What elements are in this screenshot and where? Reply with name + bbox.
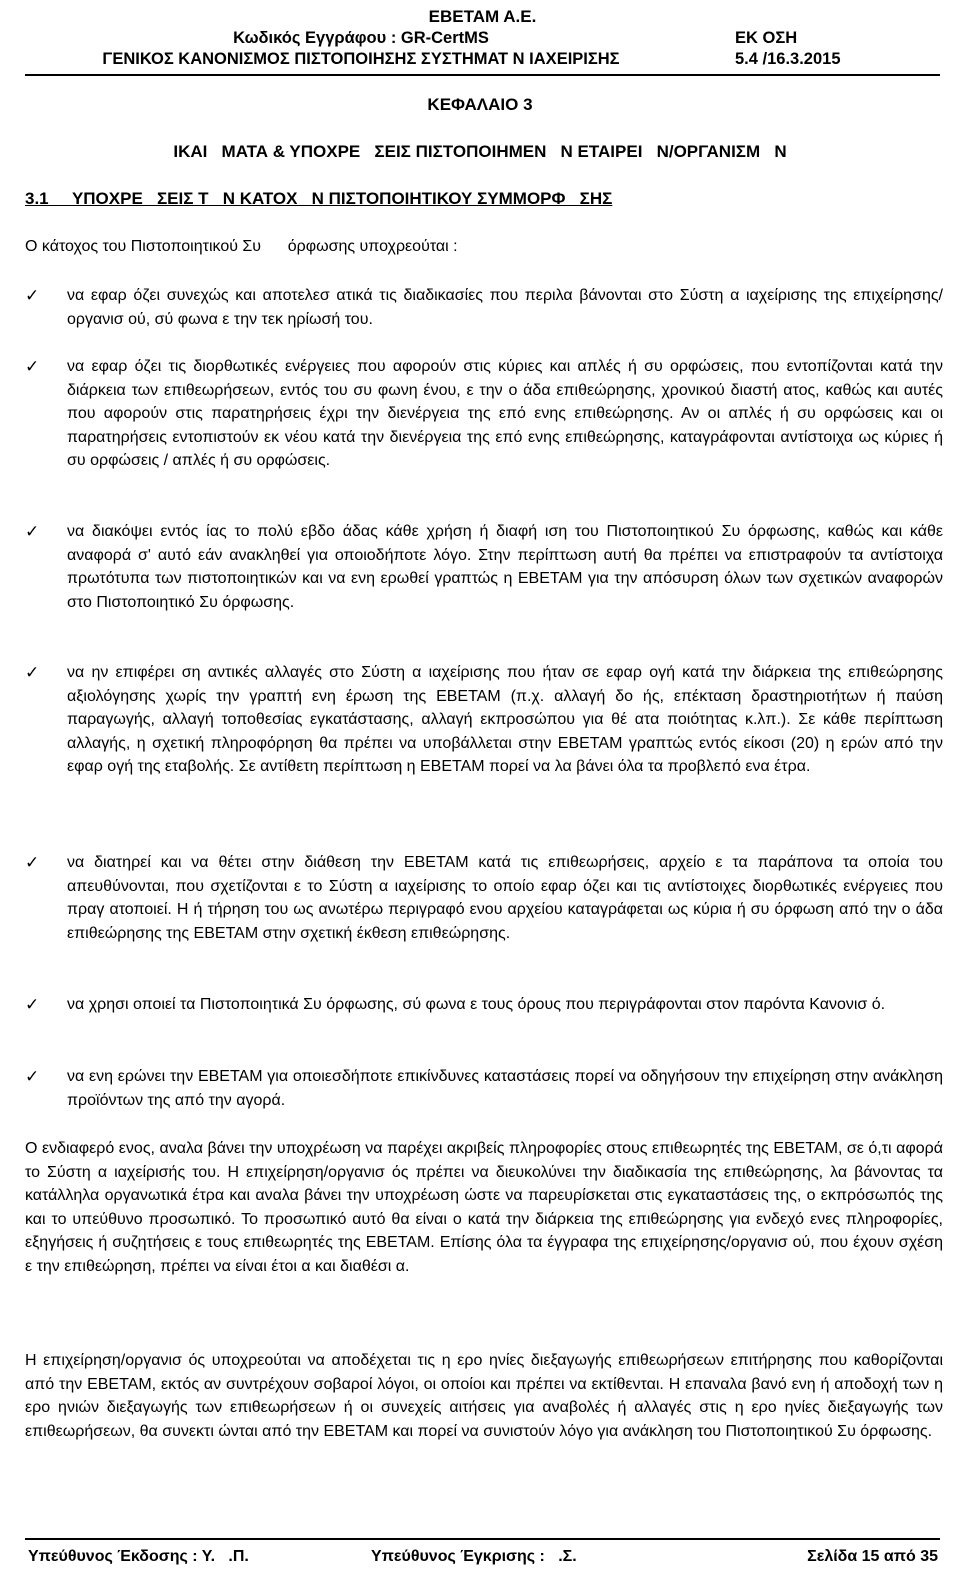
footer-page-number: Σελίδα 15 από 35	[807, 1548, 938, 1565]
bullet-item	[25, 993, 943, 1017]
bullet-text: να εφαρ όζει συνεχώς και αποτελεσ ατικά τις διαδικασίες που περιλα βάνονται στο Σύστη α ιαχείρισης της επιχείρησης/οργανισ ού, σύ φωνα ε την τεκ ηρίωσή του.	[67, 287, 943, 328]
checkmark-icon: ✓	[25, 853, 40, 872]
bullet-item	[25, 1065, 943, 1112]
checkmark-icon: ✓	[25, 1067, 40, 1086]
page-footer	[25, 1538, 940, 1570]
bullet-item	[25, 661, 943, 779]
bullet-item	[25, 851, 943, 945]
intro-text: Ο κάτοχος του Πιστοποιητικού Συ όρφωσης υποχρεούται :	[25, 238, 458, 255]
issue-value: 5.4 /16.3.2015	[735, 50, 841, 68]
issue-label: ΕΚ ΟΣΗ	[735, 29, 798, 47]
doc-title: ΓΕΝΙΚΟΣ ΚΑΝΟΝΙΣΜΟΣ ΠΙΣΤΟΠΟΙΗΣΗΣ ΣΥΣΤΗΜΑΤ Ν ΙΑΧΕΙΡΙΣΗΣ	[102, 50, 620, 68]
chapter-subtitle: ΙΚΑΙ ΜΑΤΑ & ΥΠΟΧΡΕ ΣΕΙΣ ΠΙΣΤΟΠΟΙΗΜΕΝ Ν ΕΤΑΙΡΕΙ Ν/ΟΡΓΑΝΙΣΜ Ν	[173, 142, 787, 161]
bullet-text: να διακόψει εντός ίας το πολύ εβδο άδας κάθε χρήση ή διαφή ιση του Πιστοποιητικού Συ όρφωσης, καθώς και κάθε αναφορά σ' αυτό εάν ανακληθεί για οποιοδήποτε λόγο. Στην περίπτωση αυτή θα πρέπει να επιστραφούν τα αντίστοιχα πρωτότυπα των πιστοποιητικών και να ενη ερωθεί γραπτώς η ΕΒΕΤΑΜ για την απόσυρση όλων των σχετικών αναφορών στο Πιστοποιητικό Συ όρφωσης.	[67, 523, 943, 611]
bullet-text: να διατηρεί και να θέτει στην διάθεση την ΕΒΕΤΑΜ κατά τις επιθεωρήσεις, αρχείο ε τα παράπονα τα οποία του απευθύνονται, που σχετίζονται ε το Σύστη α ιαχείρισης το οποίο εφαρ όζει και τις αντίστοιχες διορθωτικές ενέργειες που πραγ ατοποιεί. Η ή τήρηση του ως ανωτέρω περιγραφό ενου αρχείου καταγράφεται ως κύρια ή συ όρφωση από την ο άδα επιθεώρησης της ΕΒΕΤΑΜ στην σχετική έκθεση επιθεώρησης.	[67, 854, 943, 942]
paragraph: Η επιχείρηση/οργανισ ός υποχρεούται να αποδέχεται τις η ερο ηνίες διεξαγωγής επιθεωρήσεων επιτήρησης που καθορίζονται από την ΕΒΕΤΑΜ, εκτός αν συντρέχουν σοβαροί λόγοι, οι οποίοι και πρέπει να εκτίθενται. Η επαναλα βανό ενη ή αποδοχή των η ερο ηνιών διεξαγωγής των επιθεωρήσεων ή οι συνεχείς αιτήσεις για αναβολές ή αλλαγές στις η ερο ηνίες διεξαγωγής των επιθεωρήσεων, θα συνεκτι ώνται από την ΕΒΕΤΑΜ και πορεί να συνιστούν λόγο για ανάκληση του Πιστοποιητικού Συ όρφωσης.	[25, 1352, 943, 1440]
checkmark-icon: ✓	[25, 286, 40, 305]
bullet-text: να χρησι οποιεί τα Πιστοποιητικά Συ όρφωσης, σύ φωνα ε τους όρους που περιγράφονται στον παρόντα Κανονισ ό.	[67, 996, 886, 1013]
page-header	[25, 4, 940, 76]
bullet-text: να εφαρ όζει τις διορθωτικές ενέργειες που αφορούν στις κύριες και απλές ή συ ορφώσεις, που εντοπίζονται κατά την διάρκεια των επιθεωρήσεων, εντός του συ φωνη ένου, ε την ο άδα επιθεώρησης, χρονικού διαστή ατος, καθώς και αυτές που αφορούν στις παρατηρήσεις έχρι την διενέργεια της επό ενης επιθεώρησης. Αν οι απλές ή συ ορφώσεις και οι παρατηρήσεις εντοπιστούν εκ νέου κατά την διενέργεια της επό ενης επιθεώρησης, καταγράφονται αντίστοιχα ως κύριες ή συ ορφώσεις / απλές ή συ ορφώσεις.	[67, 358, 943, 469]
checkmark-icon: ✓	[25, 357, 40, 376]
checkmark-icon: ✓	[25, 995, 40, 1014]
checkmark-icon: ✓	[25, 522, 40, 541]
header-row-1	[25, 29, 940, 48]
checkmark-icon: ✓	[25, 663, 40, 682]
bullet-item	[25, 520, 943, 614]
chapter-title: ΚΕΦΑΛΑΙΟ 3	[427, 95, 533, 114]
paragraph: Ο ενδιαφερό ενος, αναλα βάνει την υποχρέωση να παρέχει ακριβείς πληροφορίες στους επιθεωρητές της ΕΒΕΤΑΜ, σε ό,τι αφορά το Σύστη α ιαχείρισής του. Η επιχείρηση/οργανισ ός πρέπει να διευκολύνει την διαδικασία της επιθεώρησης, λα βάνοντας τα κατάλληλα οργανωτικά έτρα και αναλα βάνει την υποχρέωση ώστε να παρευρίσκεται στις εγκαταστάσεις της, ο εκπρόσωπός της και το υπεύθυνο προσωπικό. Το προσωπικό αυτό θα είναι ο κατά την διάρκεια της επιθεώρησης για ενδεχό ενες πληροφορίες, εξηγήσεις ή συζητήσεις ε τους επιθεωρητές της ΕΒΕΤΑΜ. Επίσης όλα τα έγγραφα της επιχείρησης/οργανισ ού, που έχουν σχέση ε την επιθεώρηση, πρέπει να είναι έτοι α και διαθέσι α.	[25, 1140, 943, 1275]
bullet-text: να ενη ερώνει την ΕΒΕΤΑΜ για οποιεσδήποτε επικίνδυνες καταστάσεις πορεί να οδηγήσουν την επιχείρηση στην ανάκληση προϊόντων της από την αγορά.	[67, 1068, 943, 1109]
doc-code: Κωδικός Εγγράφου : GR-CertMS	[233, 29, 489, 47]
section-title: 3.1 ΥΠΟΧΡΕ ΣΕΙΣ Τ Ν ΚΑΤΟΧ Ν ΠΙΣΤΟΠΟΙΗΤΙΚΟΥ ΣΥΜΜΟΡΦ ΣΗΣ	[25, 189, 613, 208]
bullet-item	[25, 355, 943, 473]
footer-approver: Υπεύθυνος Έγκρισης : .Σ.	[371, 1548, 577, 1565]
footer-issuer: Υπεύθυνος Έκδοσης : Υ. .Π.	[28, 1548, 249, 1565]
company-name: ΕΒΕΤΑΜ Α.Ε.	[428, 7, 537, 26]
bullet-text: να ην επιφέρει ση αντικές αλλαγές στο Σύστη α ιαχείρισης που ήταν σε εφαρ ογή κατά την διάρκεια της επιθεώρησης αξιολόγησης χωρίς την γραπτή ενη έρωση της ΕΒΕΤΑΜ (π.χ. αλλαγή δο ής, επέκταση δραστηριοτήτων ή παύση παραγωγής, αλλαγή τοποθεσίας εγκατάστασης, αλλαγή εκπροσώπου για θέ ατα ποιότητας κ.λπ.). Σε κάθε περίπτωση αλλαγής, η σχετική πληροφόρηση θα πρέπει να υποβάλλεται στην ΕΒΕΤΑΜ γραπτώς εντός είκοσι (20) η ερών από την εφαρ ογή της εταβολής. Σε αντίθετη περίπτωση η ΕΒΕΤΑΜ πορεί να λα βάνει όλα τα προβλεπό ενα έτρα.	[67, 664, 943, 775]
bullet-item	[25, 284, 943, 331]
header-row-2	[25, 50, 940, 69]
